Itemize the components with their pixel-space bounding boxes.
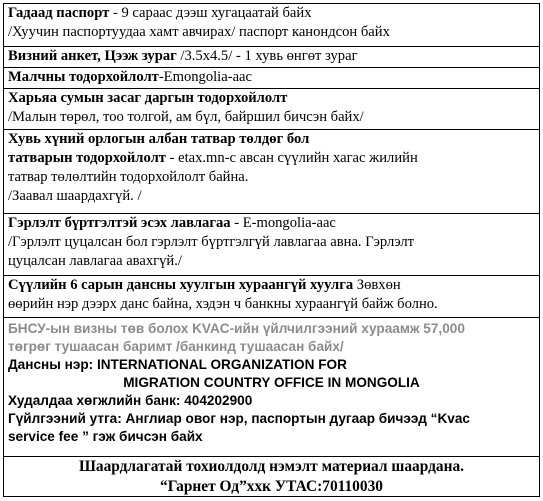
row-text: /Гэрлэлт цуцалсан бол гэрлэлт бүртгэлгүй лавлагаа авна. Гэрлэлт — [8, 234, 414, 250]
row-text: /3.5x4.5/ - 1 хувь өнгөт зураг — [176, 48, 358, 64]
row-text: /Хуучин паспортуудаа хамт авчирах/ паспорт канондсон байх — [8, 24, 390, 40]
fee-line: төгрөг тушаасан баримт /банкинд тушаасан байх/ — [8, 339, 344, 354]
row-line — [8, 89, 535, 108]
row-line — [8, 68, 535, 87]
requirements-document — [3, 3, 540, 497]
row-line — [8, 252, 535, 271]
row-text: өөрийн нэр дээрх данс байна, хэдэн ч банкны хураангүй байж болно. — [8, 296, 438, 312]
row-service-fee — [4, 318, 539, 457]
row-line — [8, 4, 535, 23]
row-text: Зөвхөн — [353, 277, 401, 293]
row-text: /Заавал шаардахгүй. / — [8, 188, 142, 204]
row-line — [8, 47, 535, 66]
account-label: Дансны нэр: — [8, 357, 94, 372]
row-text: -Emongolia-аас — [158, 69, 253, 85]
account-name-line — [8, 356, 535, 374]
row-title: Хувь хүний орлогын албан татвар төлдөг бол — [8, 131, 310, 147]
row-title: Харьяа сумын засаг даргын тодорхойлолт — [8, 90, 288, 106]
row-line — [8, 23, 535, 42]
row-line — [8, 108, 535, 127]
row-line — [8, 276, 535, 295]
footer-note: Шаардлагатай тохиолдолд нэмэлт материал шаардана. — [78, 458, 465, 475]
account-name-line-2: MIGRATION COUNTRY OFFICE IN MONGOLIA — [123, 375, 420, 390]
fee-line: БНСУ-ын визны төв болох KVAC-ийн үйлчилгээний хураамж 57,000 — [8, 321, 465, 336]
row-line — [8, 149, 535, 168]
row-line — [8, 295, 535, 314]
row-line — [8, 130, 535, 149]
row-line — [8, 233, 535, 252]
row-text: /Малын төрөл, тоо толгой, ам бүл, байршил бичсэн байх/ — [8, 109, 364, 125]
row-text: - 9 сараас дээш хугацаатай байх — [109, 5, 312, 21]
row-line — [8, 187, 535, 206]
row-bank-statement — [4, 276, 539, 318]
row-line — [8, 214, 535, 233]
row-title: Гэрлэлт бүртгэлтэй эсэх лавлагаа — [8, 215, 231, 231]
row-text: цуцалсан лавлагаа авахгүй./ — [8, 253, 182, 269]
row-title: Малчны тодорхойлолт — [8, 69, 159, 85]
row-tax — [4, 130, 539, 214]
row-title: Гадаад паспорт — [8, 5, 110, 21]
row-title: Визний анкет, Цээж зураг — [8, 48, 177, 64]
row-passport — [4, 4, 539, 47]
row-title: татварын тодорхойлолт — [8, 150, 166, 166]
row-line — [8, 168, 535, 187]
row-marriage — [4, 214, 539, 276]
row-title: Сүүлийн 6 сарын дансны хуулгын хураангүй хуулга — [8, 277, 354, 293]
account-name: INTERNATIONAL ORGANIZATION FOR — [93, 357, 347, 372]
bank-account-line — [8, 392, 535, 410]
bank-number: 404202900 — [180, 393, 253, 408]
bank-label: Худалдаа хөгжлийн банк: — [8, 393, 181, 408]
purpose-line: Гүйлгээний утга: Англиар овог нэр, паспортын дугаар бичээд “Kvac — [8, 411, 470, 426]
footer — [4, 457, 539, 498]
row-text: татвар төлөлтийн тодорхойлолт байна. — [8, 169, 249, 185]
row-text: - etax.mn-с авсан сүүлийн хагас жилийн — [165, 150, 418, 166]
purpose-line-2: service fee ” гэж бичсэн байх — [8, 429, 203, 444]
row-livestock — [4, 68, 539, 89]
row-text: - E-mongolia-аас — [230, 215, 336, 231]
footer-contact: “Гарнет Од”ххк УТАС:70110030 — [160, 478, 383, 495]
row-visa-form — [4, 47, 539, 68]
row-governor — [4, 89, 539, 130]
